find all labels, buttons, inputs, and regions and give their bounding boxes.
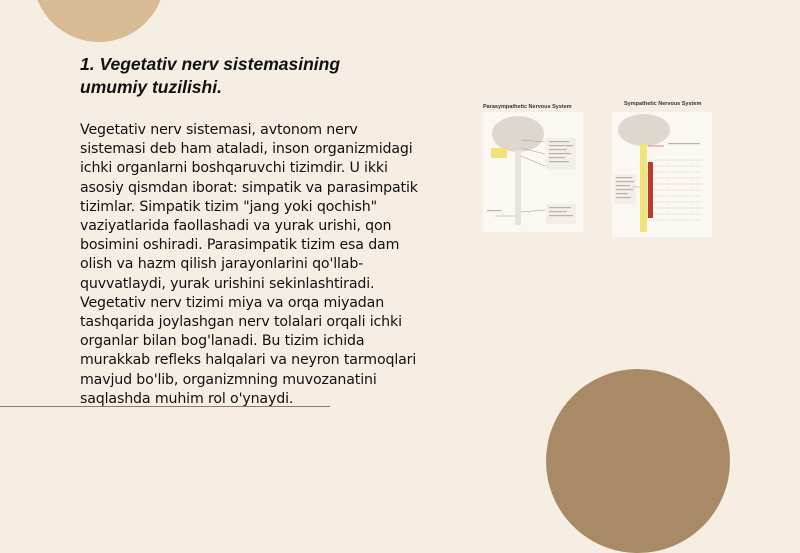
parasympathetic-illustration [483, 112, 583, 232]
slide-paragraph: Vegetativ nerv sistemasi, avtonom nerv sistemasi deb ham ataladi, inson organizmidagi ichki organlarni boshqaruvchi tizimdir. U ikki asosiy qismdan iborat: simpatik va parasimpatik tizimlar. Simpatik tizim "jang yoki qochish" vaziyatlarida faollashadi va yurak urishi, qon bosimini oshiradi. Parasimpatik tizim esa dam olish va hazm qilish jarayonlarini qo'llab-quvvatlaydi, yurak urishini sekinlashtiradi. Vegetativ nerv tizimi miya va orqa miyadan tashqarida joylashgan nerv tolalari orqali ichki organlar bilan bog'lanadi. Bu tizim ichida murakkab refleks halqalari va neyron tarmoqlari mavjud bo'lib, organizmning muvozanatini saqlashda muhim rol o'ynaydi. [80, 122, 418, 407]
sympathetic-label: Sympathetic Nervous System [624, 101, 702, 107]
decorative-circle-bottom [546, 369, 730, 553]
sympathetic-illustration [612, 112, 712, 237]
parasympathetic-label: Parasympathetic Nervous System [483, 104, 572, 110]
decorative-circle-top [33, 0, 165, 42]
slide-title: 1. Vegetativ nerv sistemasining umumiy tuzilishi. [80, 54, 341, 97]
